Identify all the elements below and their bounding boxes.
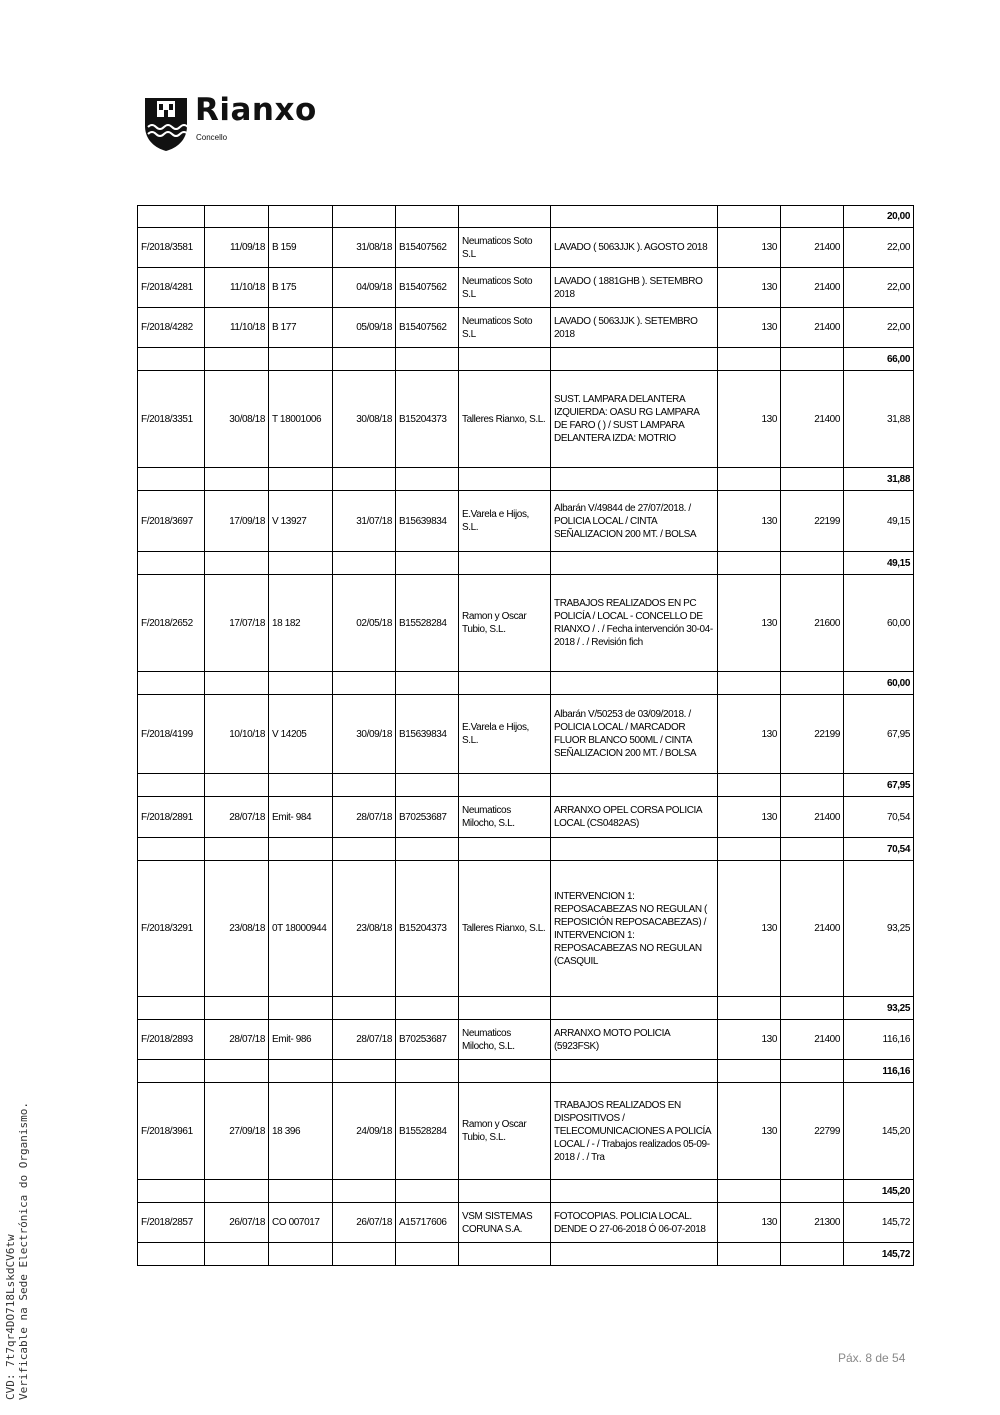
- description: Albarán V/50253 de 03/09/2018. / POLICIA LOCAL / MARCADOR FLUOR BLANCO 500ML / CINTA SEÑALIZACION 200 MT. / BOLSA: [551, 695, 718, 774]
- subtotal-amount: 66,00: [844, 348, 914, 371]
- document-ref: B 175: [269, 268, 333, 308]
- empty-cell: [396, 206, 459, 228]
- supplier: Ramon y Oscar Tubio, S.L.: [459, 1083, 551, 1180]
- invoice-date: 17/09/18: [205, 491, 269, 552]
- tax-id: B15639834: [396, 491, 459, 552]
- economic-code: 22199: [781, 695, 844, 774]
- economic-code: 22799: [781, 1083, 844, 1180]
- document-ref: B 177: [269, 308, 333, 348]
- empty-cell: [205, 997, 269, 1020]
- verification-code: CVD: 7t7qr4DO718LskdCV6tw: [4, 1234, 17, 1400]
- subtotal-amount: 93,25: [844, 997, 914, 1020]
- concello-logo: [143, 92, 348, 156]
- amount: 22,00: [844, 268, 914, 308]
- empty-cell: [781, 348, 844, 371]
- empty-cell: [269, 672, 333, 695]
- invoice-number: F/2018/3961: [138, 1083, 205, 1180]
- amount: 60,00: [844, 575, 914, 672]
- table-row: [138, 371, 914, 468]
- supplier: Ramon y Oscar Tubio, S.L.: [459, 575, 551, 672]
- tax-id: B15528284: [396, 575, 459, 672]
- empty-cell: [333, 1243, 396, 1266]
- invoice-date: 10/10/18: [205, 695, 269, 774]
- empty-cell: [396, 774, 459, 797]
- document-ref: Emit- 984: [269, 797, 333, 838]
- empty-cell: [781, 997, 844, 1020]
- empty-cell: [718, 672, 781, 695]
- economic-code: 21400: [781, 228, 844, 268]
- empty-cell: [551, 1180, 718, 1203]
- subtotal-amount: 116,16: [844, 1060, 914, 1083]
- amount: 116,16: [844, 1020, 914, 1060]
- subtotal-amount: 145,72: [844, 1243, 914, 1266]
- invoice-date: 11/10/18: [205, 268, 269, 308]
- subtotal-amount: 20,00: [844, 206, 914, 228]
- tax-id: B15407562: [396, 308, 459, 348]
- supplier: Neumaticos Soto S.L: [459, 228, 551, 268]
- org-code: 130: [718, 797, 781, 838]
- empty-cell: [333, 552, 396, 575]
- empty-cell: [138, 774, 205, 797]
- empty-cell: [459, 997, 551, 1020]
- org-code: 130: [718, 491, 781, 552]
- rianxo-shield-icon: [143, 96, 189, 152]
- amount: 67,95: [844, 695, 914, 774]
- org-code: 130: [718, 575, 781, 672]
- invoice-table: [137, 205, 914, 1266]
- subtotal-row: [138, 552, 914, 575]
- invoice-number: F/2018/3291: [138, 861, 205, 997]
- empty-cell: [459, 774, 551, 797]
- table-row: [138, 861, 914, 997]
- subtotal-amount: 67,95: [844, 774, 914, 797]
- empty-cell: [138, 1060, 205, 1083]
- empty-cell: [396, 838, 459, 861]
- tax-id: B15407562: [396, 228, 459, 268]
- empty-cell: [396, 552, 459, 575]
- empty-cell: [781, 774, 844, 797]
- empty-cell: [333, 206, 396, 228]
- supplier: E.Varela e Hijos, S.L.: [459, 491, 551, 552]
- description: FOTOCOPIAS. POLICIA LOCAL. DENDE O 27-06-2018 Ó 06-07-2018: [551, 1203, 718, 1243]
- document-date: 04/09/18: [333, 268, 396, 308]
- tax-id: B15528284: [396, 1083, 459, 1180]
- invoice-number: F/2018/4282: [138, 308, 205, 348]
- invoice-date: 17/07/18: [205, 575, 269, 672]
- empty-cell: [718, 1060, 781, 1083]
- table-row: [138, 268, 914, 308]
- empty-cell: [333, 997, 396, 1020]
- empty-cell: [459, 1243, 551, 1266]
- empty-cell: [269, 348, 333, 371]
- empty-cell: [205, 206, 269, 228]
- supplier: Neumaticos Milocho, S.L.: [459, 1020, 551, 1060]
- subtotal-amount: 145,20: [844, 1180, 914, 1203]
- document-ref: 0T 18000944: [269, 861, 333, 997]
- invoice-number: F/2018/2893: [138, 1020, 205, 1060]
- empty-cell: [459, 468, 551, 491]
- empty-cell: [781, 1060, 844, 1083]
- invoice-date: 30/08/18: [205, 371, 269, 468]
- empty-cell: [718, 997, 781, 1020]
- empty-cell: [551, 348, 718, 371]
- document-date: 28/07/18: [333, 1020, 396, 1060]
- empty-cell: [205, 1060, 269, 1083]
- economic-code: 21400: [781, 1020, 844, 1060]
- logo-subtitle: Concello: [196, 133, 228, 142]
- empty-cell: [551, 1243, 718, 1266]
- empty-cell: [551, 206, 718, 228]
- description: TRABAJOS REALIZADOS EN PC POLICÍA / LOCAL - CONCELLO DE RIANXO / . / Fecha intervención 30-04-2018 / . / Revisión fich: [551, 575, 718, 672]
- subtotal-row: [138, 997, 914, 1020]
- invoice-date: 28/07/18: [205, 1020, 269, 1060]
- empty-cell: [333, 348, 396, 371]
- verification-note: Verificable na Sede Electrónica do Organismo.: [17, 1101, 30, 1400]
- empty-cell: [551, 997, 718, 1020]
- document-ref: V 13927: [269, 491, 333, 552]
- supplier: E.Varela e Hijos, S.L.: [459, 695, 551, 774]
- empty-cell: [781, 468, 844, 491]
- invoice-date: 11/09/18: [205, 228, 269, 268]
- empty-cell: [269, 838, 333, 861]
- empty-cell: [138, 552, 205, 575]
- logo-title: Rianxo: [195, 92, 317, 128]
- subtotal-amount: 70,54: [844, 838, 914, 861]
- invoice-number: F/2018/3581: [138, 228, 205, 268]
- supplier: Neumaticos Milocho, S.L.: [459, 797, 551, 838]
- invoice-number: F/2018/3697: [138, 491, 205, 552]
- subtotal-amount: 49,15: [844, 552, 914, 575]
- empty-cell: [333, 1060, 396, 1083]
- empty-cell: [781, 672, 844, 695]
- empty-cell: [269, 1180, 333, 1203]
- document-date: 23/08/18: [333, 861, 396, 997]
- subtotal-row: [138, 1180, 914, 1203]
- invoice-number: F/2018/2857: [138, 1203, 205, 1243]
- description: TRABAJOS REALIZADOS EN DISPOSITIVOS / TELECOMUNICACIONES A POLICÍA LOCAL / - / Trabajos realizados 05-09-2018 / . / Tra: [551, 1083, 718, 1180]
- document-ref: 18 182: [269, 575, 333, 672]
- document-ref: T 18001006: [269, 371, 333, 468]
- empty-cell: [551, 1060, 718, 1083]
- empty-cell: [333, 1180, 396, 1203]
- empty-cell: [551, 552, 718, 575]
- invoice-date: 11/10/18: [205, 308, 269, 348]
- economic-code: 21300: [781, 1203, 844, 1243]
- empty-cell: [205, 1180, 269, 1203]
- description: SUST. LAMPARA DELANTERA IZQUIERDA: OASU RG LAMPARA DE FARO ( ) / SUST LAMPARA DELANTERA IZDA: MOTRIO: [551, 371, 718, 468]
- empty-cell: [205, 838, 269, 861]
- document-date: 24/09/18: [333, 1083, 396, 1180]
- table-row: [138, 797, 914, 838]
- supplier: VSM SISTEMAS CORUNA S.A.: [459, 1203, 551, 1243]
- economic-code: 22199: [781, 491, 844, 552]
- empty-cell: [269, 1243, 333, 1266]
- amount: 145,20: [844, 1083, 914, 1180]
- empty-cell: [459, 672, 551, 695]
- empty-cell: [138, 1243, 205, 1266]
- table-row: [138, 491, 914, 552]
- empty-cell: [459, 1180, 551, 1203]
- empty-cell: [459, 348, 551, 371]
- table-row: [138, 228, 914, 268]
- empty-cell: [718, 348, 781, 371]
- document-date: 26/07/18: [333, 1203, 396, 1243]
- empty-cell: [138, 1180, 205, 1203]
- empty-cell: [459, 838, 551, 861]
- invoice-date: 28/07/18: [205, 797, 269, 838]
- invoice-number: F/2018/4281: [138, 268, 205, 308]
- empty-cell: [269, 206, 333, 228]
- org-code: 130: [718, 308, 781, 348]
- amount: 31,88: [844, 371, 914, 468]
- document-date: 31/08/18: [333, 228, 396, 268]
- empty-cell: [718, 468, 781, 491]
- economic-code: 21400: [781, 371, 844, 468]
- table-row: [138, 1083, 914, 1180]
- economic-code: 21400: [781, 268, 844, 308]
- economic-code: 21600: [781, 575, 844, 672]
- org-code: 130: [718, 861, 781, 997]
- document-ref: CO 007017: [269, 1203, 333, 1243]
- empty-cell: [205, 552, 269, 575]
- amount: 93,25: [844, 861, 914, 997]
- empty-cell: [396, 997, 459, 1020]
- subtotal-row: [138, 468, 914, 491]
- empty-cell: [333, 672, 396, 695]
- org-code: 130: [718, 268, 781, 308]
- org-code: 130: [718, 695, 781, 774]
- org-code: 130: [718, 1083, 781, 1180]
- empty-cell: [333, 838, 396, 861]
- empty-cell: [205, 774, 269, 797]
- empty-cell: [551, 468, 718, 491]
- invoice-number: F/2018/2891: [138, 797, 205, 838]
- invoice-date: 27/09/18: [205, 1083, 269, 1180]
- empty-cell: [205, 348, 269, 371]
- empty-cell: [718, 206, 781, 228]
- empty-cell: [138, 348, 205, 371]
- empty-cell: [551, 672, 718, 695]
- tax-id: B15407562: [396, 268, 459, 308]
- org-code: 130: [718, 371, 781, 468]
- empty-cell: [205, 1243, 269, 1266]
- description: LAVADO ( 5063JJK ). AGOSTO 2018: [551, 228, 718, 268]
- economic-code: 21400: [781, 861, 844, 997]
- empty-cell: [333, 774, 396, 797]
- tax-id: B70253687: [396, 1020, 459, 1060]
- amount: 49,15: [844, 491, 914, 552]
- empty-cell: [269, 997, 333, 1020]
- empty-cell: [333, 468, 396, 491]
- subtotal-row: [138, 672, 914, 695]
- document-ref: 18 396: [269, 1083, 333, 1180]
- description: LAVADO ( 5063JJK ). SETEMBRO 2018: [551, 308, 718, 348]
- tax-id: B15639834: [396, 695, 459, 774]
- org-code: 130: [718, 1203, 781, 1243]
- empty-cell: [396, 1180, 459, 1203]
- tax-id: A15717606: [396, 1203, 459, 1243]
- document-date: 30/08/18: [333, 371, 396, 468]
- empty-cell: [718, 1243, 781, 1266]
- empty-cell: [551, 774, 718, 797]
- document-ref: V 14205: [269, 695, 333, 774]
- invoice-date: 23/08/18: [205, 861, 269, 997]
- empty-cell: [205, 468, 269, 491]
- subtotal-row: [138, 1060, 914, 1083]
- document-date: 31/07/18: [333, 491, 396, 552]
- subtotal-row: [138, 348, 914, 371]
- empty-cell: [396, 348, 459, 371]
- description: INTERVENCION 1: REPOSACABEZAS NO REGULAN ( REPOSICIÓN REPOSACABEZAS) / INTERVENCION 1: REPOSACABEZAS NO REGULAN (CASQUIL: [551, 861, 718, 997]
- org-code: 130: [718, 228, 781, 268]
- empty-cell: [459, 1060, 551, 1083]
- document-date: 02/05/18: [333, 575, 396, 672]
- empty-cell: [459, 206, 551, 228]
- supplier: Neumaticos Soto S.L: [459, 308, 551, 348]
- subtotal-row: [138, 1243, 914, 1266]
- empty-cell: [781, 1243, 844, 1266]
- economic-code: 21400: [781, 797, 844, 838]
- amount: 22,00: [844, 308, 914, 348]
- empty-cell: [551, 838, 718, 861]
- empty-cell: [138, 206, 205, 228]
- amount: 22,00: [844, 228, 914, 268]
- invoice-number: F/2018/4199: [138, 695, 205, 774]
- subtotal-row: [138, 838, 914, 861]
- table-row: [138, 1203, 914, 1243]
- empty-cell: [459, 552, 551, 575]
- economic-code: 21400: [781, 308, 844, 348]
- org-code: 130: [718, 1020, 781, 1060]
- subtotal-amount: 60,00: [844, 672, 914, 695]
- tax-id: B70253687: [396, 797, 459, 838]
- empty-cell: [396, 1060, 459, 1083]
- supplier: Neumaticos Soto S.L: [459, 268, 551, 308]
- document-date: 28/07/18: [333, 797, 396, 838]
- description: Albarán V/49844 de 27/07/2018. / POLICIA LOCAL / CINTA SEÑALIZACION 200 MT. / BOLSA: [551, 491, 718, 552]
- description: LAVADO ( 1881GHB ). SETEMBRO 2018: [551, 268, 718, 308]
- table-row: [138, 308, 914, 348]
- empty-cell: [718, 838, 781, 861]
- empty-cell: [781, 1180, 844, 1203]
- supplier: Talleres Rianxo, S.L.: [459, 371, 551, 468]
- description: ARRANXO OPEL CORSA POLICIA LOCAL (CS0482AS): [551, 797, 718, 838]
- subtotal-amount: 31,88: [844, 468, 914, 491]
- empty-cell: [718, 1180, 781, 1203]
- subtotal-row: [138, 206, 914, 228]
- invoice-number: F/2018/2652: [138, 575, 205, 672]
- verification-code-text: [4, 1102, 30, 1400]
- empty-cell: [781, 552, 844, 575]
- description: ARRANXO MOTO POLICIA (5923FSK): [551, 1020, 718, 1060]
- empty-cell: [781, 838, 844, 861]
- tax-id: B15204373: [396, 861, 459, 997]
- amount: 70,54: [844, 797, 914, 838]
- table-row: [138, 575, 914, 672]
- empty-cell: [718, 552, 781, 575]
- empty-cell: [269, 1060, 333, 1083]
- document-date: 05/09/18: [333, 308, 396, 348]
- empty-cell: [781, 206, 844, 228]
- empty-cell: [269, 468, 333, 491]
- document-ref: Emit- 986: [269, 1020, 333, 1060]
- document-date: 30/09/18: [333, 695, 396, 774]
- empty-cell: [138, 997, 205, 1020]
- empty-cell: [396, 468, 459, 491]
- empty-cell: [138, 672, 205, 695]
- empty-cell: [396, 672, 459, 695]
- empty-cell: [269, 552, 333, 575]
- empty-cell: [718, 774, 781, 797]
- empty-cell: [138, 838, 205, 861]
- amount: 145,72: [844, 1203, 914, 1243]
- table-row: [138, 695, 914, 774]
- empty-cell: [205, 672, 269, 695]
- invoice-number: F/2018/3351: [138, 371, 205, 468]
- table-row: [138, 1020, 914, 1060]
- document-ref: B 159: [269, 228, 333, 268]
- page-number: Páx. 8 de 54: [838, 1351, 906, 1365]
- supplier: Talleres Rianxo, S.L.: [459, 861, 551, 997]
- invoice-date: 26/07/18: [205, 1203, 269, 1243]
- subtotal-row: [138, 774, 914, 797]
- empty-cell: [396, 1243, 459, 1266]
- tax-id: B15204373: [396, 371, 459, 468]
- empty-cell: [269, 774, 333, 797]
- empty-cell: [138, 468, 205, 491]
